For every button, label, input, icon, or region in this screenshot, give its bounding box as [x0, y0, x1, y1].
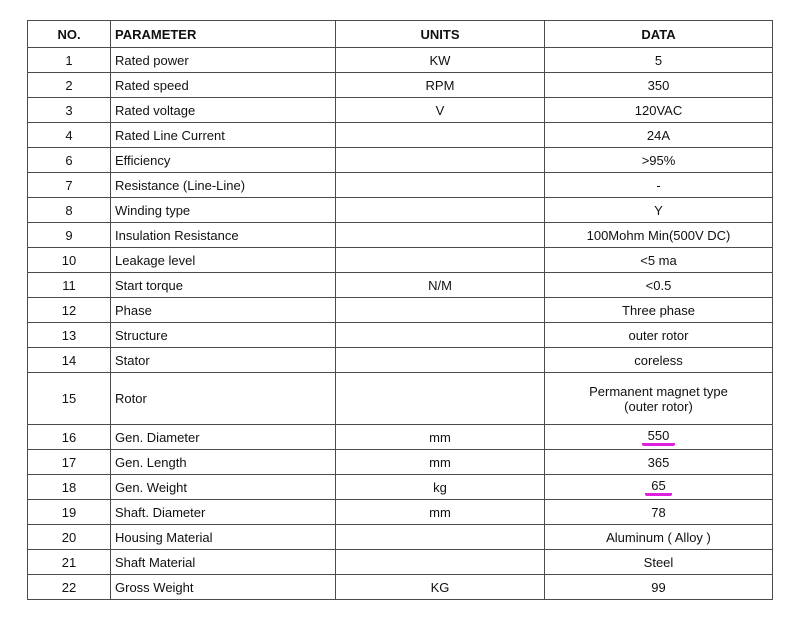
parameter-cell: Resistance (Line-Line): [111, 173, 336, 198]
row-number-cell: 4: [28, 123, 111, 148]
data-cell: 78: [545, 500, 773, 525]
data-cell: 5: [545, 48, 773, 73]
units-cell: [336, 373, 545, 425]
parameter-cell: Stator: [111, 348, 336, 373]
row-number-cell: 21: [28, 550, 111, 575]
parameter-cell: Shaft. Diameter: [111, 500, 336, 525]
table-row: [28, 525, 773, 550]
data-cell: outer rotor: [545, 323, 773, 348]
table-row: [28, 223, 773, 248]
data-cell: [545, 373, 773, 425]
row-number-cell: 13: [28, 323, 111, 348]
units-cell: mm: [336, 500, 545, 525]
row-number-cell: 6: [28, 148, 111, 173]
parameter-cell: Leakage level: [111, 248, 336, 273]
units-cell: N/M: [336, 273, 545, 298]
units-cell: V: [336, 98, 545, 123]
table-row: [28, 173, 773, 198]
parameter-cell: Rated Line Current: [111, 123, 336, 148]
data-cell: Steel: [545, 550, 773, 575]
table-row: [28, 450, 773, 475]
header-parameter: PARAMETER: [111, 21, 336, 48]
data-cell: Aluminum ( Alloy ): [545, 525, 773, 550]
row-number-cell: 15: [28, 373, 111, 425]
data-cell: coreless: [545, 348, 773, 373]
units-cell: [336, 525, 545, 550]
data-cell: 350: [545, 73, 773, 98]
data-cell: 365: [545, 450, 773, 475]
data-cell: 100Mohm Min(500V DC): [545, 223, 773, 248]
units-cell: kg: [336, 475, 545, 500]
data-cell: <0.5: [545, 273, 773, 298]
header-units: UNITS: [336, 21, 545, 48]
table-row: [28, 98, 773, 123]
row-number-cell: 8: [28, 198, 111, 223]
row-number-cell: 17: [28, 450, 111, 475]
units-cell: mm: [336, 425, 545, 450]
table-row: [28, 425, 773, 450]
parameter-cell: Insulation Resistance: [111, 223, 336, 248]
row-number-cell: 14: [28, 348, 111, 373]
row-number-cell: 3: [28, 98, 111, 123]
parameter-cell: Winding type: [111, 198, 336, 223]
table-row: [28, 248, 773, 273]
units-cell: mm: [336, 450, 545, 475]
table-row: [28, 73, 773, 98]
parameter-cell: Phase: [111, 298, 336, 323]
table-row: [28, 323, 773, 348]
row-number-cell: 18: [28, 475, 111, 500]
units-cell: RPM: [336, 73, 545, 98]
row-number-cell: 7: [28, 173, 111, 198]
units-cell: KW: [336, 48, 545, 73]
units-cell: [336, 348, 545, 373]
data-cell: 120VAC: [545, 98, 773, 123]
row-number-cell: 12: [28, 298, 111, 323]
parameter-cell: Rated voltage: [111, 98, 336, 123]
table-row: [28, 550, 773, 575]
parameter-cell: Shaft Material: [111, 550, 336, 575]
data-cell: Three phase: [545, 298, 773, 323]
units-cell: KG: [336, 575, 545, 600]
row-number-cell: 22: [28, 575, 111, 600]
table-row: [28, 348, 773, 373]
table-row: [28, 575, 773, 600]
units-cell: [336, 173, 545, 198]
spec-table: [27, 20, 773, 600]
data-cell: -: [545, 173, 773, 198]
parameter-cell: Structure: [111, 323, 336, 348]
parameter-cell: Gen. Diameter: [111, 425, 336, 450]
table-row: [28, 273, 773, 298]
parameter-cell: Start torque: [111, 273, 336, 298]
parameter-cell: Gen. Length: [111, 450, 336, 475]
parameter-cell: Gen. Weight: [111, 475, 336, 500]
units-cell: [336, 248, 545, 273]
units-cell: [336, 148, 545, 173]
units-cell: [336, 123, 545, 148]
parameter-cell: Rated speed: [111, 73, 336, 98]
table-row: [28, 148, 773, 173]
data-cell-value: 65: [645, 479, 671, 496]
row-number-cell: 11: [28, 273, 111, 298]
header-row: [28, 21, 773, 48]
parameter-cell: Rated power: [111, 48, 336, 73]
data-cell: [545, 475, 773, 500]
row-number-cell: 10: [28, 248, 111, 273]
data-cell: 24A: [545, 123, 773, 148]
units-cell: [336, 198, 545, 223]
units-cell: [336, 298, 545, 323]
data-cell: >95%: [545, 148, 773, 173]
row-number-cell: 1: [28, 48, 111, 73]
units-cell: [336, 323, 545, 348]
parameter-cell: Housing Material: [111, 525, 336, 550]
data-cell: 99: [545, 575, 773, 600]
table-row: [28, 123, 773, 148]
row-number-cell: 19: [28, 500, 111, 525]
header-data: DATA: [545, 21, 773, 48]
table-row: [28, 298, 773, 323]
table-row: [28, 198, 773, 223]
parameter-cell: Efficiency: [111, 148, 336, 173]
table-body: [28, 48, 773, 600]
units-cell: [336, 223, 545, 248]
row-number-cell: 20: [28, 525, 111, 550]
data-cell-value: Permanent magnet type (outer rotor): [589, 383, 728, 414]
table-row: [28, 475, 773, 500]
row-number-cell: 16: [28, 425, 111, 450]
table-row: [28, 373, 773, 425]
table-row: [28, 500, 773, 525]
data-cell: Y: [545, 198, 773, 223]
parameter-cell: Gross Weight: [111, 575, 336, 600]
parameter-cell: Rotor: [111, 373, 336, 425]
data-cell: [545, 425, 773, 450]
data-cell-value: 550: [642, 429, 676, 446]
row-number-cell: 9: [28, 223, 111, 248]
header-no: NO.: [28, 21, 111, 48]
units-cell: [336, 550, 545, 575]
data-cell: <5 ma: [545, 248, 773, 273]
table-row: [28, 48, 773, 73]
row-number-cell: 2: [28, 73, 111, 98]
